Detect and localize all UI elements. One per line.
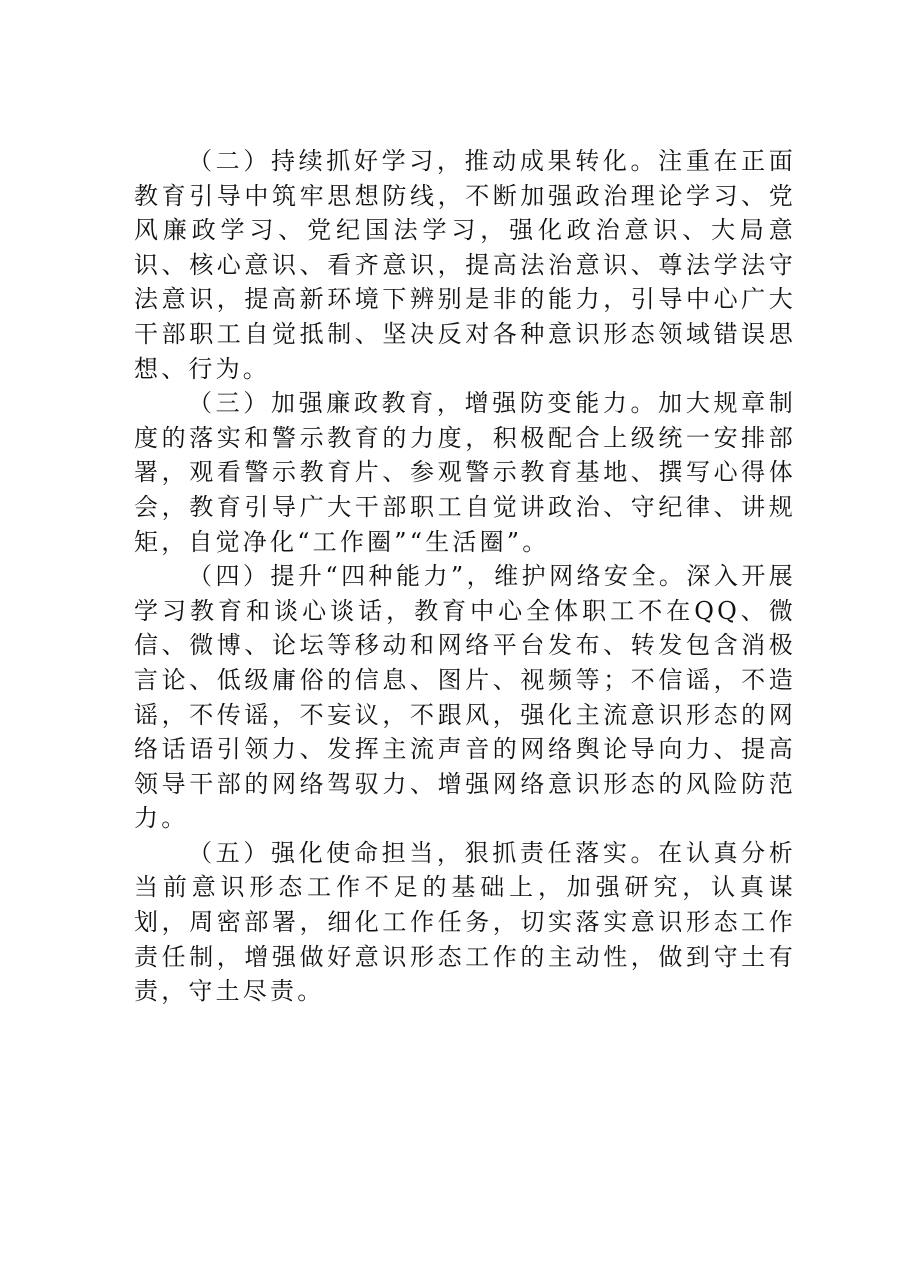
paragraph-section-5: （五）强化使命担当，狠抓责任落实。在认真分析当前意识形态工作不足的基础上，加强研究，认真谋划，周密部署，细化工作任务，切实落实意识形态工作责任制，增强做好意识形态工作的主动性，做到守土有责，守土尽责。 (134, 838, 796, 1006)
paragraph-section-2: （二）持续抓好学习，推动成果转化。注重在正面教育引导中筑牢思想防线，不断加强政治理论学习、党风廉政学习、党纪国法学习，强化政治意识、大局意识、核心意识、看齐意识，提高法治意识、尊法学法守法意识，提高新环境下辨别是非的能力，引导中心广大干部职工自觉抵制、坚决反对各种意识形态领域错误思想、行为。 (134, 147, 796, 383)
paragraph-section-3: （三）加强廉政教育，增强防变能力。加大规章制度的落实和警示教育的力度，积极配合上级统一安排部署，观看警示教育片、参观警示教育基地、撰写心得体会，教育引导广大干部职工自觉讲政治、守纪律、讲规矩，自觉净化“工作圈”“生活圈”。 (134, 389, 796, 556)
paragraph-section-4: （四）提升“四种能力”，维护网络安全。深入开展学习教育和谈心谈话，教育中心全体职工不在QQ、微信、微博、论坛等移动和网络平台发布、转发包含消极言论、低级庸俗的信息、图片、视频等；不信谣，不造谣，不传谣，不妄议，不跟风，强化主流意识形态的网络话语引领力、发挥主流声音的网络舆论导向力、提高领导干部的网络驾驭力、增强网络意识形态的风险防范力。 (134, 562, 796, 833)
document-body (134, 144, 796, 1009)
